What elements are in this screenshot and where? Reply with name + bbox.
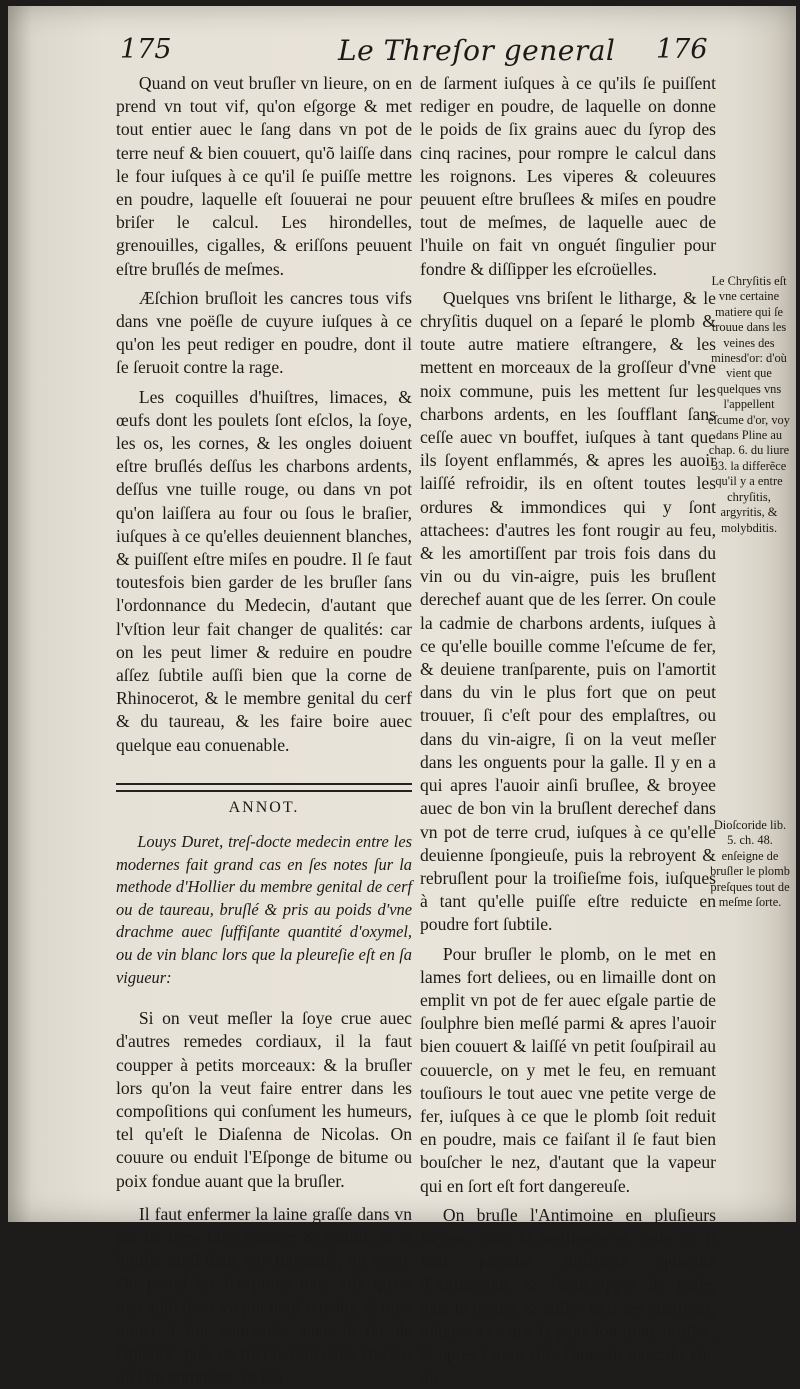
left-column	[116, 72, 412, 1389]
page-number-left: 175	[120, 34, 172, 65]
paragraph: Les coquilles d'huiſtres, limaces, & œufs dont les poulets ſont eſclos, la ſoye, les os, les cornes, & les ongles doiuent eſtre bruſlés deſſus les charbons ardents, deſſus vne tuille rouge, ou dans vn pot qu'on laiſſera au four ou ſous le braſier, iuſques à ce qu'elles deuiennent blanches, & puiſſent eſtre miſes en poudre. Il ſe faut toutesfois bien garder de les bruſler ſans l'ordonnance du Medecin, d'autant que l'vſtion leur fait changer de qualités: car on les peut limer & reduire en poudre aſſez ſubtile auſſi bien que la corne de Rhinocerot, & le membre genital du cerf & du taureau, & les faire boire auec quelque eau conuenable.	[116, 386, 412, 755]
margin-note-dioscoride: Dioſcoride lib. 5. ch. 48. enſeigne de bruſler le plomb preſques tout de meſme ſorte.	[710, 818, 790, 910]
paragraph: Quelques vns briſent le litharge, & le chryſitis duquel on a ſeparé le plomb & toute autre matiere eſtrangere, & les mettent en morceaux de la groſſeur d'vne noix commune, puis les mettent ſur les charbons ardents, en les ſoufflant ſans ceſſe auec vn bouffet, iuſques à tant que ils ſoyent enflammés, & apres les auoir laiſſé refroidir, ils en oſtent toutes les ordures & immondices qui y ſont attachees: d'autres les font rougir au feu, & les amortiſſent par trois fois dans du vin ou du vin-aigre, puis les bruſlent derechef auant que de les ſerrer. On coule la cadmie de charbons ardents, iuſques à ce qu'elle bouille comme l'eſcume de fer, & deuiene tranſparente, puis on l'amortit dans du vin le plus fort que on peut trouuer, ſi c'eſt pour des emplaſtres, ou dans du vin-aigre, ſi on la veut meſler dans les onguents pour la galle. Il y en a qui apres l'auoir ainſi bruſlee, & broyee auec de bon vin la bruſlent derechef dans vn pot de terre crud, iuſques à ce qu'elle deuienne ſpongieuſe, puis la rebroyent & rebruſlent pour la troiſieſme fois, iuſques à tant qu'elle puiſſe eſtre reduicte en poudre fort ſubtile.	[420, 287, 716, 935]
paragraph: Il faut enfermer la laine graſſe dans vn pot de terre bien couuert & enduit, & la bruſler ainſi dans vne fournaiſe, ou foyer. On prend les ſcorpions tous vifs qu'on met auſſi dans vn pot neuf reueſtu, & bien ioinct à ſon couuercle auec le lut de ſapience, puis on met le tout dans vn four où l'on entretient vn feu	[116, 1203, 412, 1387]
paragraph: On bruſle l'Antimoine en pluſieurs façons, mais la meilleure eſt ceſte ci: Il faut prendre ſuffiſante quantité d'Antimoine, & l'enuelopper de paſte, puis le mettre & laiſſer ſous les charbons, iuſques à ce que la paſte ſoit toute bruſlee, & apres l'auoir tiré, l'amortir auec du vin, ou	[420, 1204, 716, 1388]
paragraph: de ſarment iuſques à ce qu'ils ſe puiſſent rediger en poudre, de laquelle on donne le poids de ſix grains auec du ſyrop des cinq racines, pour rompre le calcul dans les roignons. Les viperes & coleuures peuuent eſtre bruſlees & miſes en poudre tout de meſmes, de laquelle auec de l'huile on fait vn onguét ſingulier pour fondre & diſſipper les eſcroüelles.	[420, 73, 716, 279]
section-divider	[116, 783, 412, 792]
page-number-right: 176	[656, 34, 708, 65]
annotation-text: Louys Duret, treſ-docte medecin entre les modernes fait grand cas en ſes notes ſur la methode d'Hollier du membre genital de cerf ou de taureau, bruſlé & pris au poids d'vne drachme auec ſuffiſante quantité d'oxymel, ou de vin blanc lors que la pleureſie eſt en ſa vigueur:	[116, 832, 412, 987]
right-column	[420, 72, 716, 1389]
paragraph: Quand on veut bruſler vn lieure, on en prend vn tout vif, qu'on eſgorge & met tout entier auec le ſang dans vn pot de terre neuf & bien couuert, qu'õ laiſſe dans le four iuſques à ce qu'il ſe puiſſe mettre en poudre, laquelle eſt ſouuerai ne pour briſer le calcul. Les hirondelles, grenouilles, cigalles, & eriſſons peuuent eſtre bruſlés de meſmes.	[116, 73, 412, 279]
paragraph: Æſchion bruſloit les cancres tous vifs dans vne poëſle de cuyure iuſques à ce qu'on les peut rediger en poudre, dont il ſe ſeruoit contre la rage.	[116, 287, 412, 378]
paragraph: Si on veut meſler la ſoye crue auec d'autres remedes cordiaux, il la faut coupper à petits morceaux: & la bruſler lors qu'on la veut faire entrer dans les compoſitions qui conſument les humeurs, tel qu'eſt le Diaſenna de Nicolas. On couure ou enduit l'Eſponge de bitume ou poix fondue auant que la bruſler.	[116, 1008, 412, 1191]
running-title: Le Threſor general	[338, 34, 616, 67]
paragraph: Pour bruſler le plomb, on le met en lames fort deliees, ou en limaille dont on emplit vn pot de fer auec eſgale partie de ſoulphre bien meſlé parmi & apres l'auoir bien couuert & laiſſé vn petit ſouſpirail au couuercle, on y met le feu, en remuant touſiours le tout auec vne petite verge de fer, iuſques à ce que le plomb ſoit reduit en poudre, mais ce faiſant il ſe faut bien bouſcher le nez, d'autant que la vapeur qui en ſort eſt fort dangereuſe.	[420, 943, 716, 1196]
annot-heading: ANNOT.	[228, 798, 300, 816]
book-page	[8, 6, 796, 1388]
margin-note-chrysitis: Le Chryſitis eſt vne certaine matiere qui ſe trouue dans les veines des minesd'or: d'où vient que quelques vns l'appellent eſcume d'or, voy dans Pline au chap. 6. du liure 33. la differẽce qu'il y a entre chryſitis, argyritis, & molybditis.	[708, 274, 790, 535]
running-header	[8, 34, 796, 74]
